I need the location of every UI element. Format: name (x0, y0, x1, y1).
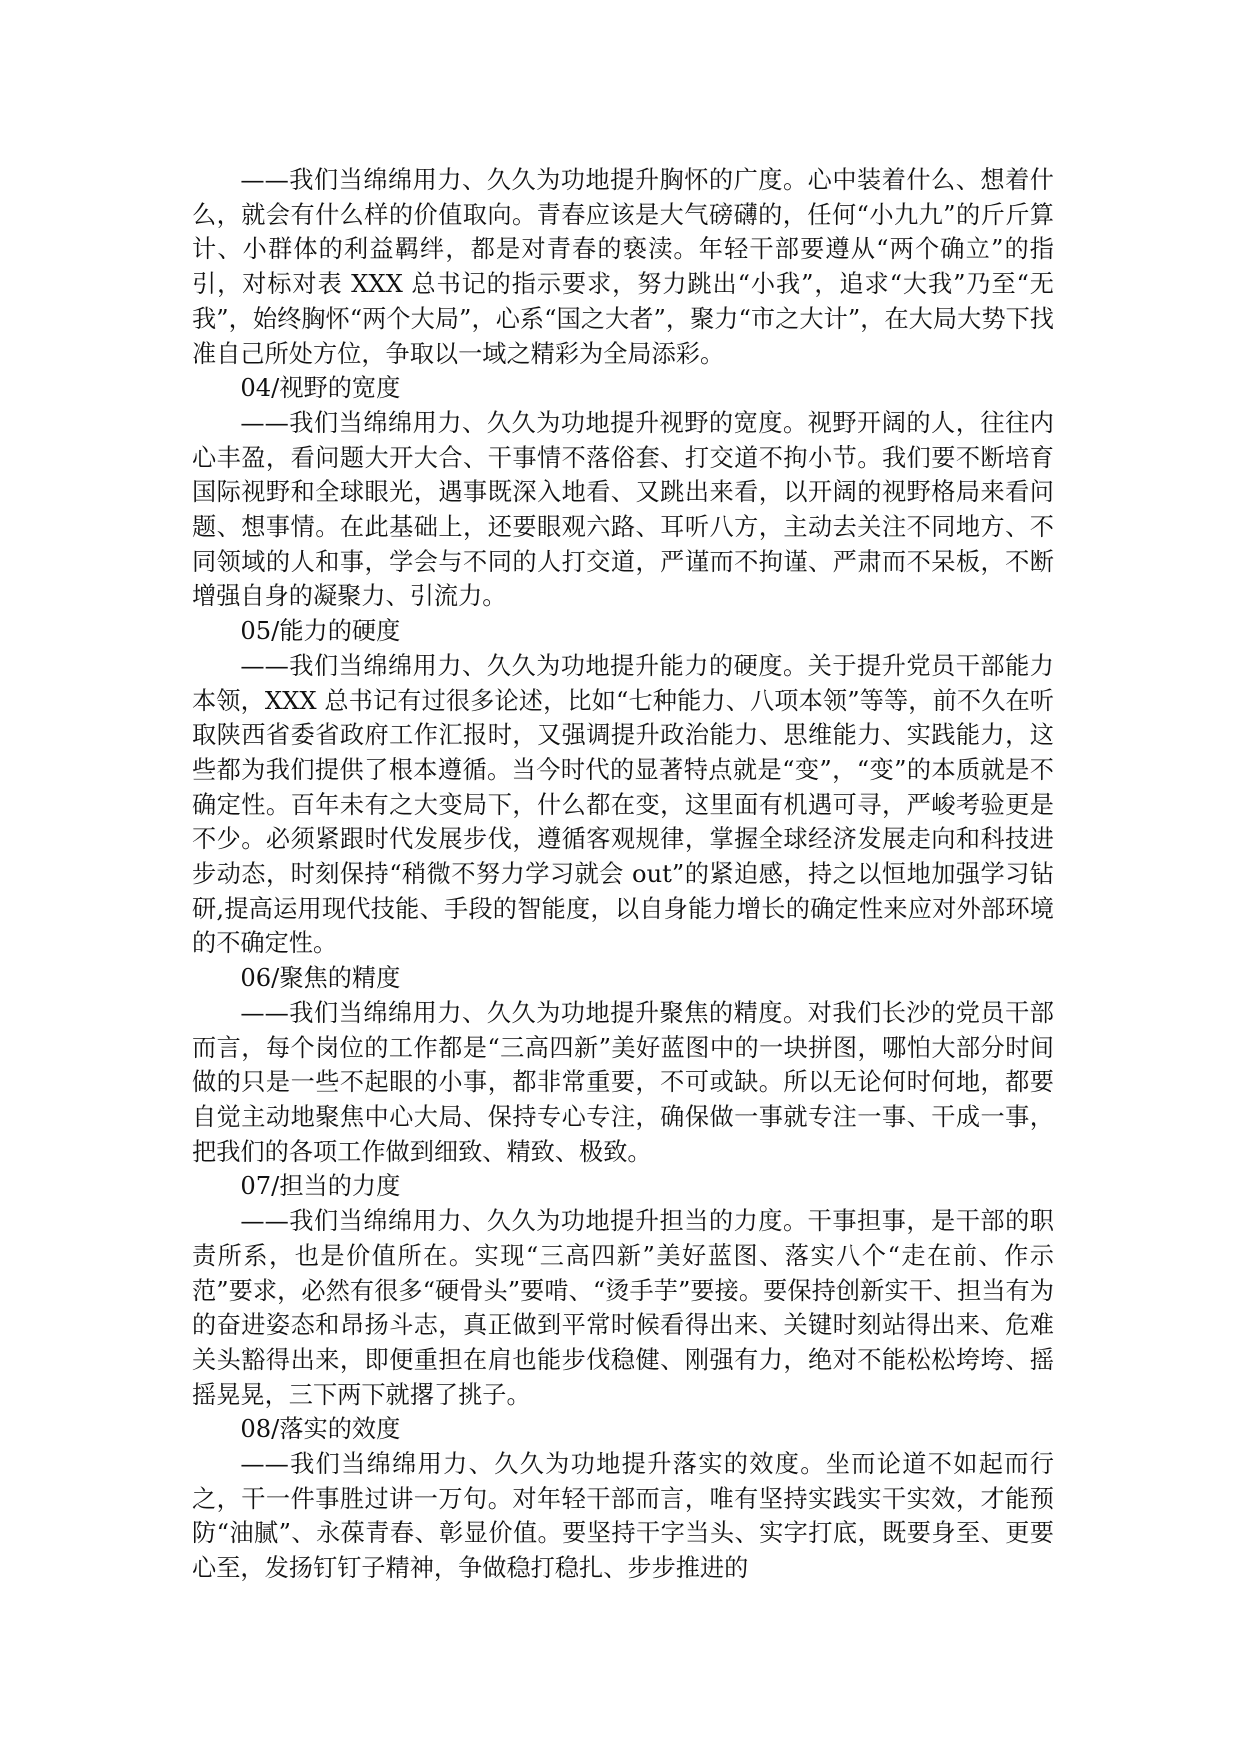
section-heading-08: 08/落实的效度 (240, 1415, 401, 1444)
section-heading-04: 04/视野的宽度 (240, 374, 401, 403)
paragraph-effectiveness-of-implementation: ——我们当绵绵用力、久久为功地提升落实的效度。坐而论道不如起而行之，干一件事胜过讲一万句。对年轻干部而言，唯有坚持实践实干实效，才能预防“油腻”、永葆青春、彰显价值。要坚持干字当头、实字打底，既要身至、更要心至，发扬钉钉子精神，争做稳打稳扎、步步推进的 (192, 1450, 1054, 1583)
section-heading-06: 06/聚焦的精度 (240, 964, 401, 993)
section-heading-07: 07/担当的力度 (240, 1172, 401, 1201)
document-body (192, 163, 1054, 1586)
paragraph-strength-of-responsibility: ——我们当绵绵用力、久久为功地提升担当的力度。干事担事，是干部的职责所系，也是价值所在。实现“三高四新”美好蓝图、落实八个“走在前、作示范”要求，必然有很多“硬骨头”要啃、“烫手芋”要接。要保持创新实干、担当有为的奋进姿态和昂扬斗志，真正做到平常时候看得出来、关键时刻站得出来、危难关头豁得出来，即便重担在肩也能步伐稳健、刚强有力，绝对不能松松垮垮、摇摇晃晃，三下两下就撂了挑子。 (192, 1207, 1054, 1409)
paragraph-breadth-of-mind: ——我们当绵绵用力、久久为功地提升胸怀的广度。心中装着什么、想着什么，就会有什么样的价值取向。青春应该是大气磅礴的，任何“小九九”的斤斤算计、小群体的利益羁绊，都是对青春的亵渎。年轻干部要遵从“两个确立”的指引，对标对表 XXX 总书记的指示要求，努力跳出“小我”，追求“大我”乃至“无我”，始终胸怀“两个大局”，心系“国之大者”，聚力“市之大计”，在大局大势下找准自己所处方位，争取以一域之精彩为全局添彩。 (192, 166, 1054, 368)
paragraph-breadth-of-vision: ——我们当绵绵用力、久久为功地提升视野的宽度。视野开阔的人，往往内心丰盈，看问题大开大合、干事情不落俗套、打交道不拘小节。我们要不断培育国际视野和全球眼光，遇事既深入地看、又跳出来看，以开阔的视野格局来看问题、想事情。在此基础上，还要眼观六路、耳听八方，主动去关注不同地方、不同领域的人和事，学会与不同的人打交道，严谨而不拘谨、严肃而不呆板，不断增强自身的凝聚力、引流力。 (192, 408, 1054, 611)
paragraph-hardness-of-ability: ——我们当绵绵用力、久久为功地提升能力的硬度。关于提升党员干部能力本领，XXX 总书记有过很多论述，比如“七种能力、八项本领”等等，前不久在听取陕西省委省政府工作汇报时，又强调提升政治能力、思维能力、实践能力，这些都为我们提供了根本遵循。当今时代的显著特点就是“变”，“变”的本质就是不确定性。百年未有之大变局下，什么都在变，这里面有机遇可寻，严峻考验更是不少。必须紧跟时代发展步伐，遵循客观规律，掌握全球经济发展走向和科技进步动态，时刻保持“稍微不努力学习就会 out”的紧迫感，持之以恒地加强学习钻研,提高运用现代技能、手段的智能度，以自身能力增长的确定性来应对外部环境的不确定性。 (192, 651, 1054, 958)
paragraph-precision-of-focus: ——我们当绵绵用力、久久为功地提升聚焦的精度。对我们长沙的党员干部而言，每个岗位的工作都是“三高四新”美好蓝图中的一块拼图，哪怕大部分时间做的只是一些不起眼的小事，都非常重要，不可或缺。所以无论何时何地，都要自觉主动地聚焦中心大局、保持专心专注，确保做一事就专注一事、干成一事，把我们的各项工作做到细致、精致、极致。 (192, 998, 1054, 1166)
section-heading-05: 05/能力的硬度 (240, 617, 401, 646)
